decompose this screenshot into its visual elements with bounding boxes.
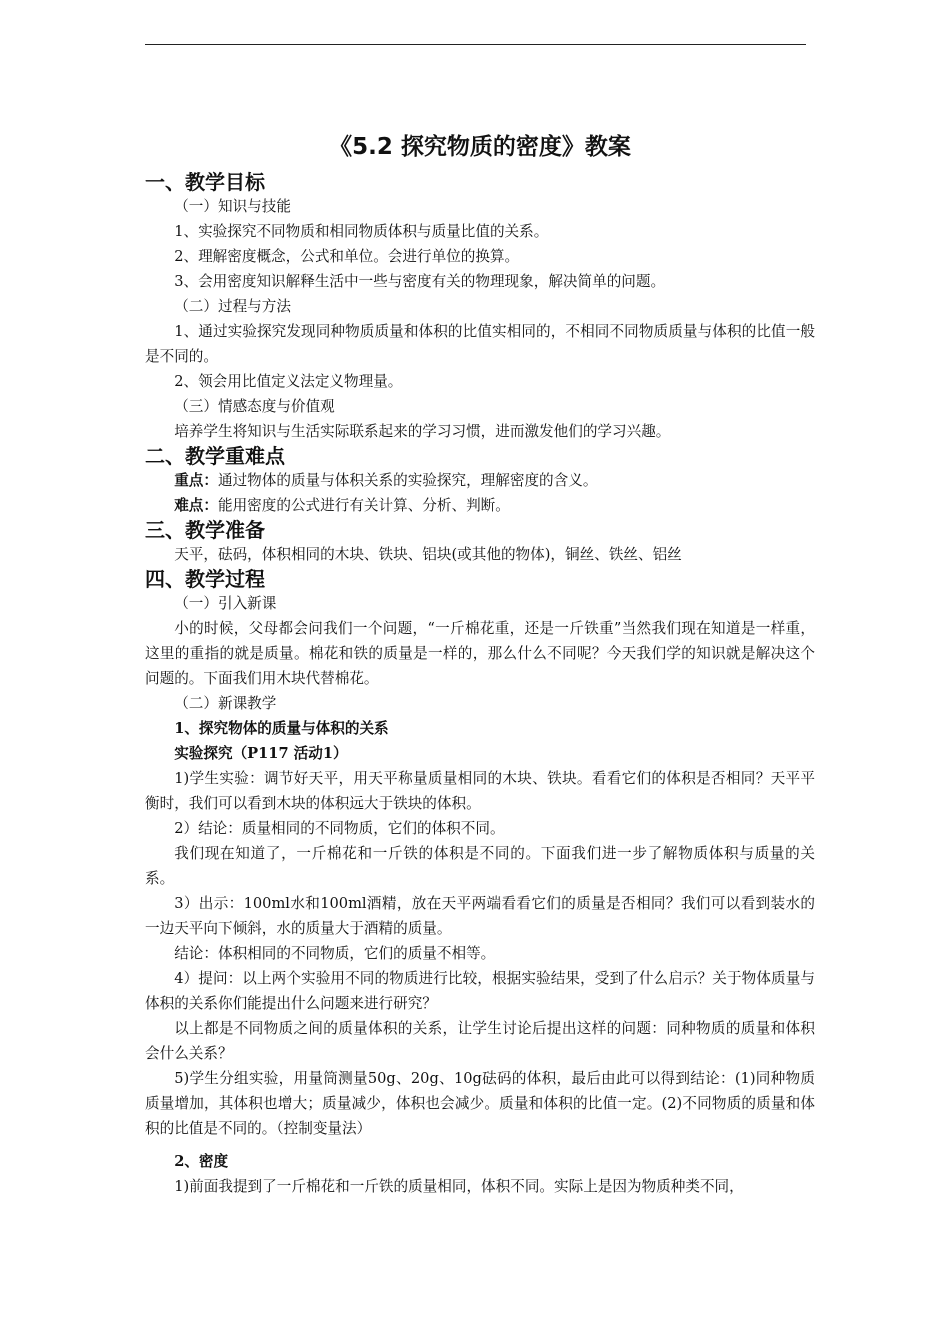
subheading: （二）新课教学 (174, 695, 277, 712)
section-heading-preparation: 三、教学准备 (145, 518, 265, 542)
paragraph: 我们现在知道了，一斤棉花和一斤铁的体积是不同的。下面我们进一步了解物质体积与质量的关系。 (145, 845, 815, 887)
topic-heading: 实验探究（P117 活动1） (174, 745, 348, 762)
paragraph: 2）结论：质量相同的不同物质，它们的体积不同。 (174, 820, 505, 837)
paragraph: 以上都是不同物质之间的质量体积的关系，让学生讨论后提出这样的问题：同种物质的质量和体积会什么关系？ (145, 1020, 815, 1062)
paragraph: 3）出示：100ml水和100ml酒精，放在天平两端看看它们的质量是否相同？我们可以看到装水的一边天平向下倾斜，水的质量大于酒精的质量。 (145, 895, 815, 937)
subheading: （一）知识与技能 (174, 198, 291, 215)
section-heading-goals: 一、教学目标 (145, 170, 265, 194)
section-heading-process: 四、教学过程 (145, 567, 265, 591)
key-point-label: 重点： (174, 472, 218, 489)
paragraph: 1、通过实验探究发现同种物质质量和体积的比值实相同的，不相同不同物质质量与体积的比值一般是不同的。 (145, 323, 815, 365)
paragraph: 小的时候，父母都会问我们一个问题，“一斤棉花重，还是一斤铁重”当然我们现在知道是一样重，这里的重指的就是质量。棉花和铁的质量是一样的，那么什么不同呢？今天我们学的知识就是解决这个问题的。下面我们用木块代替棉花。 (145, 620, 815, 687)
key-point-text: 通过物体的质量与体积关系的实验探究，理解密度的含义。 (217, 472, 598, 489)
subheading: （一）引入新课 (174, 595, 277, 612)
difficulty-label: 难点： (174, 497, 218, 514)
spacer (145, 1141, 815, 1149)
subheading: （三）情感态度与价值观 (174, 398, 335, 415)
difficulty-line (145, 493, 815, 518)
topic-heading: 2、密度 (174, 1153, 229, 1170)
paragraph: 3、会用密度知识解释生活中一些与密度有关的物理现象，解决简单的问题。 (174, 273, 666, 290)
paragraph: 结论：体积相同的不同物质，它们的质量不相等。 (174, 945, 496, 962)
header-rule (145, 44, 806, 45)
paragraph: 培养学生将知识与生活实际联系起来的学习习惯，进而激发他们的学习兴趣。 (174, 423, 671, 440)
paragraph: 1、实验探究不同物质和相同物质体积与质量比值的关系。 (174, 223, 549, 240)
document-body (145, 130, 815, 1199)
paragraph: 2、理解密度概念，公式和单位。会进行单位的换算。 (174, 248, 520, 265)
section-heading-key-points: 二、教学重难点 (145, 444, 285, 468)
page-title: 《5.2 探究物质的密度》教案 (329, 134, 631, 160)
key-point-line (145, 468, 815, 493)
paragraph: 5)学生分组实验，用量筒测量50g、20g、10g砝码的体积，最后由此可以得到结论：(1)同种物质质量增加，其体积也增大；质量减少，体积也会减少。质量和体积的比值一定。(2)不同物质的质量和体积的比值是不同的。（控制变量法） (145, 1070, 815, 1137)
difficulty-text: 能用密度的公式进行有关计算、分析、判断。 (217, 497, 510, 514)
paragraph: 1)学生实验：调节好天平，用天平称量质量相同的木块、铁块。看看它们的体积是否相同？天平平衡时，我们可以看到木块的体积远大于铁块的体积。 (145, 770, 815, 812)
topic-heading: 1、探究物体的质量与体积的关系 (174, 720, 389, 737)
subheading: （二）过程与方法 (174, 298, 291, 315)
paragraph: 1)前面我提到了一斤棉花和一斤铁的质量相同，体积不同。实际上是因为物质种类不同， (174, 1178, 744, 1195)
paragraph: 天平，砝码，体积相同的木块、铁块、铝块(或其他的物体)，铜丝、铁丝、铝丝 (174, 546, 682, 563)
paragraph: 2、领会用比值定义法定义物理量。 (174, 373, 403, 390)
paragraph: 4）提问：以上两个实验用不同的物质进行比较，根据实验结果，受到了什么启示？关于物体质量与体积的关系你们能提出什么问题来进行研究？ (145, 970, 815, 1012)
